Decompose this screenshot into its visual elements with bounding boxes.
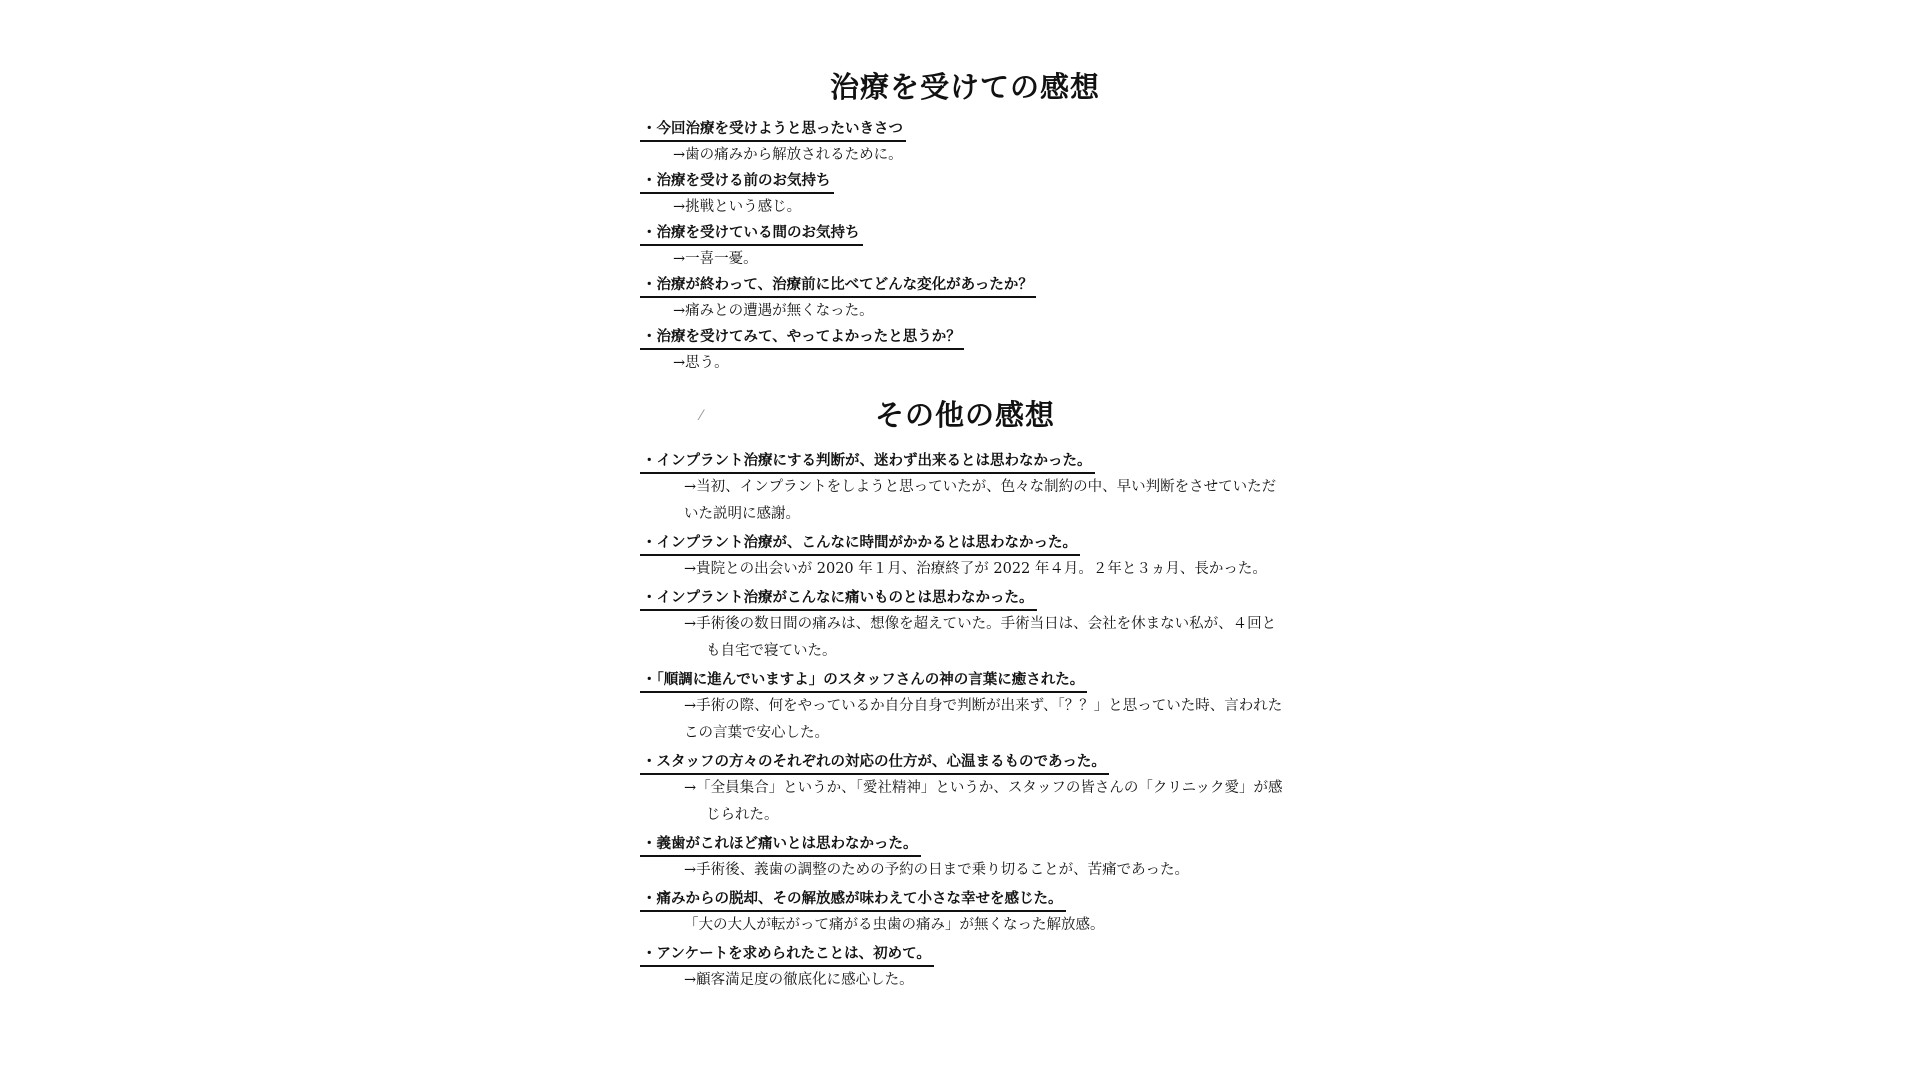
comment-body: →手術後の数日間の痛みは、想像を超えていた。手術当日は、会社を休まない私が、４回とも自宅で寝ていた。 [684, 616, 1277, 659]
question-text: ・治療を受けてみて、やってよかったと思うか？ [640, 326, 964, 350]
comment-heading: ・インプラント治療がこんなに痛いものとは思わなかった。 [640, 587, 1037, 611]
question-text: ・治療が終わって、治療前に比べてどんな変化があったか？ [640, 274, 1036, 298]
comment-item [640, 585, 1290, 665]
section-title: その他の感想 [874, 398, 1055, 432]
qa-item [640, 272, 1290, 324]
answer-text: →歯の痛みから解放されるために。 [673, 147, 903, 163]
answer-text: →思う。 [673, 355, 729, 371]
comment-body: →当初、インプラントをしようと思っていたが、色々な制約の中、早い判断をさせていただいた説明に感謝。 [684, 479, 1277, 522]
comment-body: →顧客満足度の徹底化に感心した。 [684, 972, 914, 988]
comment-item [640, 749, 1290, 829]
comment-item [640, 667, 1290, 747]
comment-item [640, 448, 1290, 528]
qa-item [640, 168, 1290, 220]
answer-text: →挑戦という感じ。 [673, 199, 802, 215]
comment-item [640, 530, 1290, 583]
comment-heading: ・アンケートを求められたことは、初めて。 [640, 943, 934, 967]
comment-heading: ・義歯がこれほど痛いとは思わなかった。 [640, 833, 921, 857]
comment-item [640, 831, 1290, 884]
comment-heading: ・インプラント治療が、こんなに時間がかかるとは思わなかった。 [640, 532, 1080, 556]
comment-body: 「大の大人が転がって痛がる虫歯の痛み」が無くなった解放感。 [684, 917, 1105, 933]
comment-body: →貴院との出会いが 2020 年１月、治療終了が 2022 年４月。２年と３ヵ月、長かった。 [684, 561, 1267, 577]
comment-body: →「全員集合」というか、「愛社精神」というか、スタッフの皆さんの「クリニック愛」が感じられた。 [684, 780, 1283, 823]
comment-heading: ・スタッフの方々のそれぞれの対応の仕方が、心温まるものであった。 [640, 751, 1109, 775]
section-title: 治療を受けての感想 [829, 70, 1100, 104]
comment-item [640, 941, 1290, 994]
comment-heading: ・痛みからの脱却、その解放感が味わえて小さな幸せを感じた。 [640, 888, 1066, 912]
question-text: ・治療を受けている間のお気持ち [640, 222, 863, 246]
comment-heading: ・「順調に進んでいますよ」のスタッフさんの神の言葉に癒された。 [640, 669, 1087, 693]
document-page [640, 66, 1290, 996]
comment-heading: ・インプラント治療にする判断が、迷わず出来るとは思わなかった。 [640, 450, 1095, 474]
qa-item [640, 324, 1290, 376]
answer-text: →一喜一憂。 [673, 251, 758, 267]
qa-item [640, 116, 1290, 168]
question-text: ・治療を受ける前のお気持ち [640, 170, 834, 194]
answer-text: →痛みとの遭遇が無くなった。 [673, 303, 874, 319]
scan-speck: ⁄ [700, 408, 703, 424]
question-text: ・今回治療を受けようと思ったいきさつ [640, 118, 906, 142]
qa-item [640, 220, 1290, 272]
comment-body: →手術の際、何をやっているか自分自身で判断が出来ず、「？？」と思っていた時、言われたこの言葉で安心した。 [684, 698, 1283, 741]
comment-body: →手術後、義歯の調整のための予約の日まで乗り切ることが、苦痛であった。 [684, 862, 1190, 878]
comment-item [640, 886, 1290, 939]
